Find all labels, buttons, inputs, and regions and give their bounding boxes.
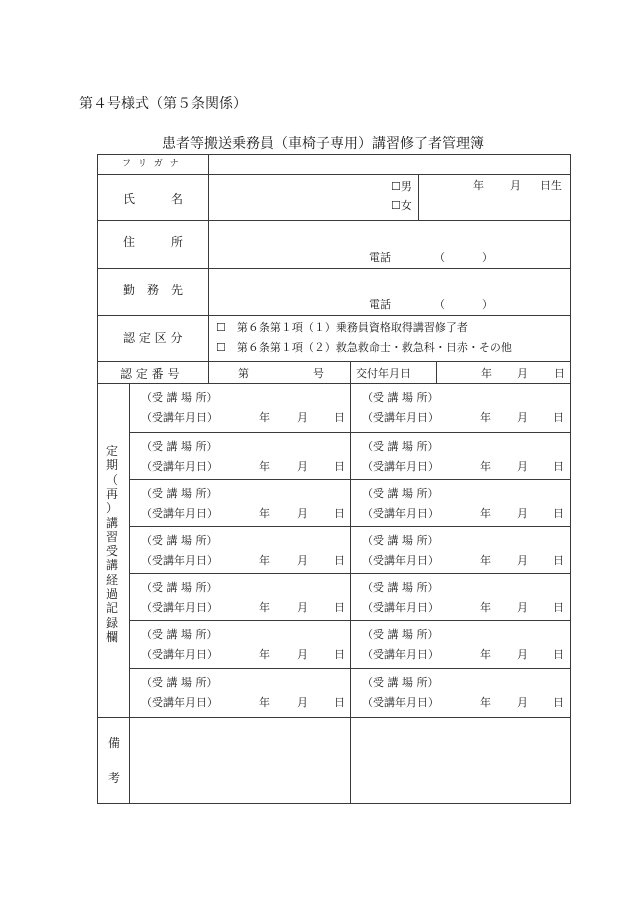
address-label: 住 所 xyxy=(123,235,184,249)
training-date-label: （受講年月日） xyxy=(141,460,218,473)
training-venue-label: （受 講 場 所） xyxy=(362,440,439,453)
training-month-label: 月 xyxy=(297,411,308,424)
grid-line xyxy=(97,154,571,155)
training-year-label: 年 xyxy=(259,648,270,661)
training-date-label: （受講年月日） xyxy=(362,411,439,424)
issue-date-label: 交付年月日 xyxy=(356,367,411,380)
address-phone-label: 電話 xyxy=(369,251,391,264)
training-venue-field-right[interactable] xyxy=(438,389,563,405)
training-year-label: 年 xyxy=(480,696,491,709)
grid-line xyxy=(129,620,571,621)
training-date-label: （受講年月日） xyxy=(141,554,218,567)
grid-line xyxy=(129,526,571,527)
training-record-label-char: 習 xyxy=(106,529,119,544)
training-month-label: 月 xyxy=(517,411,528,424)
remarks-field-right[interactable] xyxy=(351,718,570,802)
training-month-label: 月 xyxy=(297,554,308,567)
training-date-label: （受講年月日） xyxy=(141,648,218,661)
training-venue-field-right[interactable] xyxy=(438,626,563,642)
training-venue-field-left[interactable] xyxy=(217,438,342,454)
training-date-label: （受講年月日） xyxy=(362,696,439,709)
training-record-label-char: ） xyxy=(106,501,119,516)
training-month-label: 月 xyxy=(517,696,528,709)
training-day-label: 日 xyxy=(553,460,564,473)
training-day-label: 日 xyxy=(553,411,564,424)
training-month-label: 月 xyxy=(297,601,308,614)
training-record-label-char: 定 xyxy=(106,444,119,458)
training-month-label: 月 xyxy=(517,460,528,473)
training-record-label-char: 再 xyxy=(106,486,119,501)
training-month-label: 月 xyxy=(517,648,528,661)
grid-line xyxy=(418,174,419,221)
gender-female-checkbox[interactable]: ☐女 xyxy=(391,199,412,212)
issue-month-label: 月 xyxy=(517,367,528,380)
furigana-field[interactable] xyxy=(209,156,570,174)
training-day-label: 日 xyxy=(553,648,564,661)
training-venue-field-right[interactable] xyxy=(438,579,563,595)
training-month-label: 月 xyxy=(297,696,308,709)
remarks-label-2: 考 xyxy=(108,771,121,785)
training-venue-field-left[interactable] xyxy=(217,532,342,548)
training-day-label: 日 xyxy=(553,601,564,614)
birth-month-label: 月 xyxy=(510,179,521,192)
training-venue-field-right[interactable] xyxy=(438,674,563,690)
cert-option-1-checkbox[interactable]: ☐ 第６条第１項（１）乗務員資格取得講習修了者 xyxy=(216,321,468,334)
training-day-label: 日 xyxy=(334,601,345,614)
grid-line xyxy=(97,220,571,221)
furigana-label: フ リ ガ ナ xyxy=(122,159,181,169)
grid-line xyxy=(97,174,571,175)
training-year-label: 年 xyxy=(480,601,491,614)
cert-number-prefix: 第 xyxy=(238,367,249,380)
training-year-label: 年 xyxy=(259,411,270,424)
training-venue-field-left[interactable] xyxy=(217,579,342,595)
training-record-label-char: 記 xyxy=(106,601,119,616)
training-venue-field-right[interactable] xyxy=(438,485,563,501)
grid-line xyxy=(97,361,571,362)
training-venue-label: （受 講 場 所） xyxy=(362,676,439,689)
training-venue-label: （受 講 場 所） xyxy=(141,581,218,594)
address-phone-close: ） xyxy=(482,251,493,264)
training-year-label: 年 xyxy=(480,554,491,567)
training-venue-label: （受 講 場 所） xyxy=(141,391,218,404)
training-date-label: （受講年月日） xyxy=(362,507,439,520)
training-venue-label: （受 講 場 所） xyxy=(362,391,439,404)
training-record-label-char: 受 xyxy=(106,544,119,559)
birth-day-label: 日生 xyxy=(540,179,562,192)
training-year-label: 年 xyxy=(259,601,270,614)
training-day-label: 日 xyxy=(553,507,564,520)
training-venue-field-left[interactable] xyxy=(217,389,342,405)
remarks-field-left[interactable] xyxy=(130,718,348,802)
grid-line xyxy=(97,803,571,804)
training-day-label: 日 xyxy=(553,696,564,709)
training-date-label: （受講年月日） xyxy=(141,696,218,709)
training-record-label-char: 録 xyxy=(106,615,119,630)
training-venue-label: （受 講 場 所） xyxy=(362,487,439,500)
training-date-label: （受講年月日） xyxy=(362,554,439,567)
grid-line xyxy=(97,315,571,316)
grid-line xyxy=(97,154,98,804)
birth-year-label: 年 xyxy=(473,179,484,192)
training-venue-label: （受 講 場 所） xyxy=(141,676,218,689)
training-date-label: （受講年月日） xyxy=(362,648,439,661)
grid-line xyxy=(129,432,571,433)
training-day-label: 日 xyxy=(334,554,345,567)
training-date-label: （受講年月日） xyxy=(141,411,218,424)
training-venue-label: （受 講 場 所） xyxy=(141,487,218,500)
training-day-label: 日 xyxy=(334,411,345,424)
page-title: 患者等搬送乗務員（車椅子専用）講習修了者管理簿 xyxy=(162,136,484,152)
training-date-label: （受講年月日） xyxy=(141,507,218,520)
training-month-label: 月 xyxy=(297,648,308,661)
cert-option-2-checkbox[interactable]: ☐ 第６条第１項（２）救急救命士・救急科・日赤・その他 xyxy=(216,341,512,354)
training-year-label: 年 xyxy=(480,460,491,473)
workplace-label: 勤 務 先 xyxy=(123,283,184,297)
training-venue-field-left[interactable] xyxy=(217,674,342,690)
training-record-label-char: 期 xyxy=(106,458,119,473)
training-venue-field-left[interactable] xyxy=(217,485,342,501)
address-phone-open: （ xyxy=(434,251,445,264)
cert-number-suffix: 号 xyxy=(313,367,324,380)
training-record-label-char: 経 xyxy=(106,572,119,587)
training-month-label: 月 xyxy=(517,507,528,520)
training-venue-label: （受 講 場 所） xyxy=(362,534,439,547)
name-field[interactable] xyxy=(209,176,389,218)
training-venue-field-right[interactable] xyxy=(438,532,563,548)
gender-male-checkbox[interactable]: ☐男 xyxy=(391,180,412,193)
training-date-label: （受講年月日） xyxy=(362,460,439,473)
training-venue-label: （受 講 場 所） xyxy=(362,628,439,641)
grid-line xyxy=(350,361,351,384)
training-venue-label: （受 講 場 所） xyxy=(141,628,218,641)
training-venue-field-right[interactable] xyxy=(438,438,563,454)
issue-day-label: 日 xyxy=(554,367,565,380)
name-label: 氏 名 xyxy=(123,192,184,206)
training-month-label: 月 xyxy=(297,507,308,520)
training-day-label: 日 xyxy=(334,507,345,520)
training-day-label: 日 xyxy=(553,554,564,567)
training-date-label: （受講年月日） xyxy=(362,601,439,614)
training-record-label-char: 欄 xyxy=(106,629,119,644)
grid-line xyxy=(129,668,571,669)
training-year-label: 年 xyxy=(259,460,270,473)
training-record-label-char: （ xyxy=(106,472,119,487)
training-year-label: 年 xyxy=(259,507,270,520)
form-number: 第４号様式（第５条関係） xyxy=(79,96,247,112)
training-record-label-char: 講 xyxy=(106,515,119,530)
issue-year-label: 年 xyxy=(481,367,492,380)
training-year-label: 年 xyxy=(259,696,270,709)
training-year-label: 年 xyxy=(480,411,491,424)
training-record-label-char: 過 xyxy=(106,587,119,601)
grid-line xyxy=(129,479,571,480)
workplace-phone-close: ） xyxy=(482,298,493,311)
training-month-label: 月 xyxy=(517,554,528,567)
training-year-label: 年 xyxy=(480,648,491,661)
cert-category-label: 認 定 区 分 xyxy=(123,331,183,345)
training-venue-label: （受 講 場 所） xyxy=(141,534,218,547)
training-month-label: 月 xyxy=(297,460,308,473)
workplace-phone-open: （ xyxy=(434,298,445,311)
training-date-label: （受講年月日） xyxy=(141,601,218,614)
training-day-label: 日 xyxy=(334,648,345,661)
training-month-label: 月 xyxy=(517,601,528,614)
training-venue-label: （受 講 場 所） xyxy=(362,581,439,594)
training-record-label-char: 講 xyxy=(106,558,119,573)
workplace-phone-label: 電話 xyxy=(369,298,391,311)
grid-line xyxy=(436,361,437,384)
grid-line xyxy=(129,573,571,574)
training-venue-field-left[interactable] xyxy=(217,626,342,642)
training-venue-label: （受 講 場 所） xyxy=(141,440,218,453)
training-day-label: 日 xyxy=(334,696,345,709)
training-year-label: 年 xyxy=(480,507,491,520)
cert-number-field[interactable] xyxy=(252,363,308,381)
cert-number-label: 認 定 番 号 xyxy=(120,367,180,381)
remarks-label-1: 備 xyxy=(108,736,121,750)
training-day-label: 日 xyxy=(334,460,345,473)
grid-line xyxy=(97,383,571,384)
grid-line xyxy=(97,268,571,269)
training-year-label: 年 xyxy=(259,554,270,567)
